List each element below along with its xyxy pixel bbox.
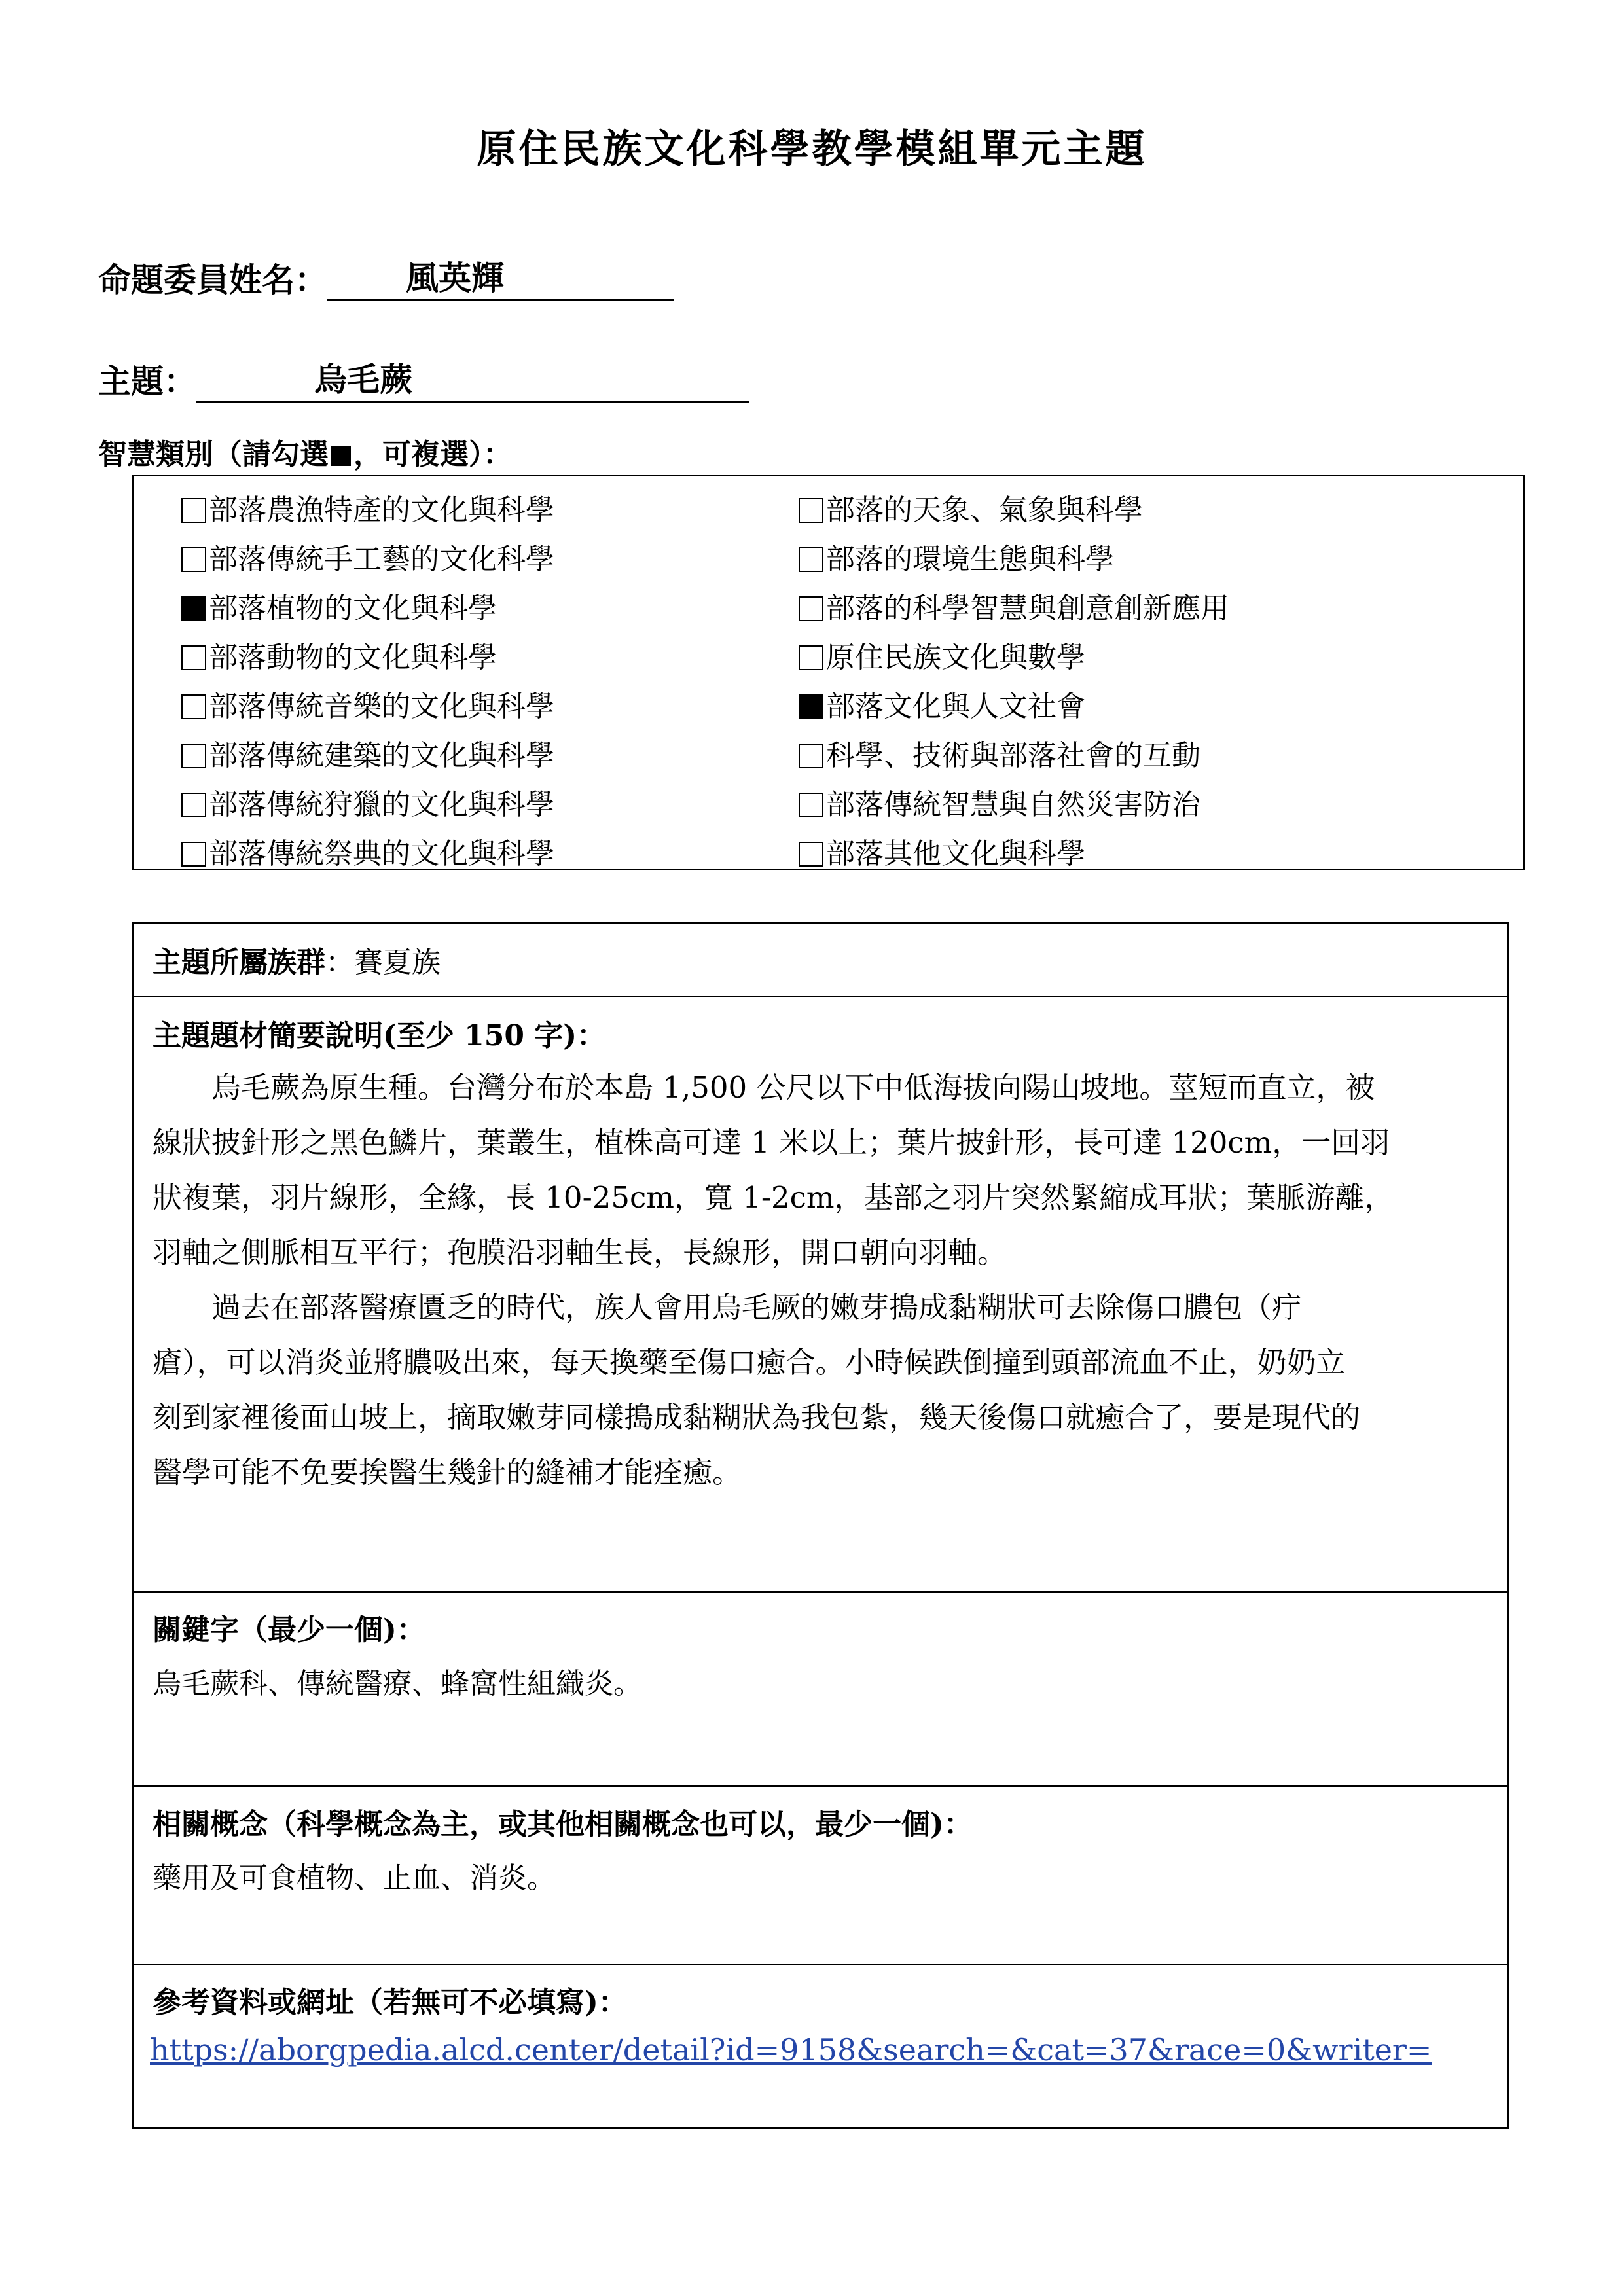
description-line: 羽軸之側脈相互平行；孢膜沿羽軸生長，長線形，開口朝向羽軸。: [153, 1235, 1007, 1270]
category-heading: [98, 431, 512, 473]
category-label: 部落傳統祭典的文化與科學: [209, 837, 554, 870]
category-label: 原住民族文化與數學: [826, 641, 1085, 674]
category-column-left: [181, 486, 554, 878]
category-item[interactable]: [181, 780, 554, 829]
category-label: 部落農漁特產的文化與科學: [209, 493, 554, 527]
category-item[interactable]: [181, 486, 554, 535]
ethnic-group-row: [134, 924, 1507, 996]
category-column-right: [799, 486, 1229, 878]
description-line: 線狀披針形之黑色鱗片，葉叢生，植株高可達 1 米以上；葉片披針形，長可達 120cm，一回羽: [153, 1125, 1390, 1160]
category-item[interactable]: [799, 535, 1229, 584]
checkbox-icon[interactable]: [181, 694, 206, 719]
category-label: 部落文化與人文社會: [826, 690, 1085, 723]
filled-square-icon: [331, 446, 351, 466]
checkbox-icon[interactable]: [799, 596, 823, 621]
committee-member-label: 命題委員姓名：: [98, 260, 327, 299]
description-line: 醫學可能不免要挨醫生幾針的縫補才能痊癒。: [153, 1455, 742, 1490]
checkbox-icon[interactable]: [181, 498, 206, 523]
description-text: [153, 1060, 1489, 1500]
concepts-value: 藥用及可食植物、止血、消炎。: [153, 1861, 556, 1895]
description-label: 主題題材簡要說明(至少 150 字)：: [153, 1019, 606, 1052]
topic-value: 烏毛蕨: [196, 353, 749, 403]
category-item[interactable]: [799, 584, 1229, 633]
ethnic-group-label: 主題所屬族群: [153, 946, 325, 979]
category-label: 部落的科學智慧與創意創新應用: [826, 592, 1229, 625]
topic-field: [98, 353, 749, 403]
checkbox-icon[interactable]: [181, 645, 206, 670]
category-label: 部落傳統手工藝的文化科學: [209, 543, 554, 576]
category-item[interactable]: [181, 682, 554, 731]
description-line: 刻到家裡後面山坡上，摘取嫩芽同樣搗成黏糊狀為我包紮，幾天後傷口就癒合了，要是現代的: [153, 1400, 1361, 1435]
category-label: 部落傳統音樂的文化與科學: [209, 690, 554, 723]
reference-link[interactable]: https://aborgpedia.alcd.center/detail?id=9158&search=&cat=37&race=0&writer=: [150, 2032, 1432, 2068]
category-label: 部落其他文化與科學: [826, 837, 1085, 870]
category-label: 部落傳統狩獵的文化與科學: [209, 788, 554, 821]
category-label: 科學、技術與部落社會的互動: [826, 739, 1200, 772]
references-row: [134, 1964, 1507, 2127]
description-line: 烏毛蕨為原生種。台灣分布於本島 1,500 公尺以下中低海拔向陽山坡地。莖短而直立，被: [153, 1070, 1375, 1105]
category-item[interactable]: [799, 780, 1229, 829]
description-row: [134, 996, 1507, 1591]
keywords-value: 烏毛蕨科、傳統醫療、蜂窩性組織炎。: [153, 1667, 642, 1700]
checkbox-icon[interactable]: [799, 547, 823, 572]
checkbox-checked-icon[interactable]: [181, 596, 206, 621]
topic-label: 主題：: [98, 362, 196, 401]
concepts-row: [134, 1785, 1507, 1964]
checkbox-icon[interactable]: [799, 842, 823, 867]
ethnic-group-value: ：賽夏族: [325, 946, 441, 979]
category-label: 部落動物的文化與科學: [209, 641, 497, 674]
category-heading-text-post: ，可複選）：: [353, 438, 512, 471]
description-line: 瘡），可以消炎並將膿吸出來，每天換藥至傷口癒合。小時候跌倒撞到頭部流血不止，奶奶立: [153, 1345, 1346, 1380]
category-item[interactable]: [799, 486, 1229, 535]
category-item[interactable]: [181, 633, 554, 682]
category-item[interactable]: [181, 731, 554, 780]
checkbox-icon[interactable]: [799, 744, 823, 768]
checkbox-icon[interactable]: [181, 793, 206, 817]
category-label: 部落傳統智慧與自然災害防治: [826, 788, 1200, 821]
checkbox-icon[interactable]: [799, 645, 823, 670]
description-line: 狀複葉，羽片線形，全緣，長 10-25cm，寬 1-2cm，基部之羽片突然緊縮成耳狀；葉脈游離，: [153, 1180, 1394, 1215]
committee-member-field: [98, 252, 674, 301]
keywords-row: [134, 1591, 1507, 1785]
concepts-label: 相關概念（科學概念為主，或其他相關概念也可以，最少一個)：: [153, 1808, 973, 1841]
references-label: 參考資料或網址（若無可不必填寫)：: [153, 1986, 627, 2019]
category-item[interactable]: [181, 535, 554, 584]
committee-member-value: 風英輝: [327, 252, 674, 301]
category-heading-text-pre: 智慧類別（請勾選: [98, 438, 329, 471]
category-item[interactable]: [799, 829, 1229, 878]
category-label: 部落的環境生態與科學: [826, 543, 1114, 576]
document-title: 原住民族文化科學教學模組單元主題: [477, 126, 1147, 172]
topic-info-table: [132, 922, 1509, 2129]
checkbox-icon[interactable]: [799, 793, 823, 817]
checkbox-icon[interactable]: [799, 498, 823, 523]
category-item[interactable]: [799, 633, 1229, 682]
description-line: 過去在部落醫療匱乏的時代，族人會用烏毛厥的嫩芽搗成黏糊狀可去除傷口膿包（疔: [153, 1290, 1302, 1325]
category-checklist: [132, 475, 1525, 870]
keywords-label: 關鍵字（最少一個)：: [153, 1613, 425, 1647]
category-item[interactable]: [799, 682, 1229, 731]
category-label: 部落植物的文化與科學: [209, 592, 497, 625]
category-item[interactable]: [181, 829, 554, 878]
checkbox-checked-icon[interactable]: [799, 694, 823, 719]
checkbox-icon[interactable]: [181, 547, 206, 572]
category-item[interactable]: [181, 584, 554, 633]
checkbox-icon[interactable]: [181, 744, 206, 768]
category-item[interactable]: [799, 731, 1229, 780]
checkbox-icon[interactable]: [181, 842, 206, 867]
category-label: 部落的天象、氣象與科學: [826, 493, 1143, 527]
category-label: 部落傳統建築的文化與科學: [209, 739, 554, 772]
